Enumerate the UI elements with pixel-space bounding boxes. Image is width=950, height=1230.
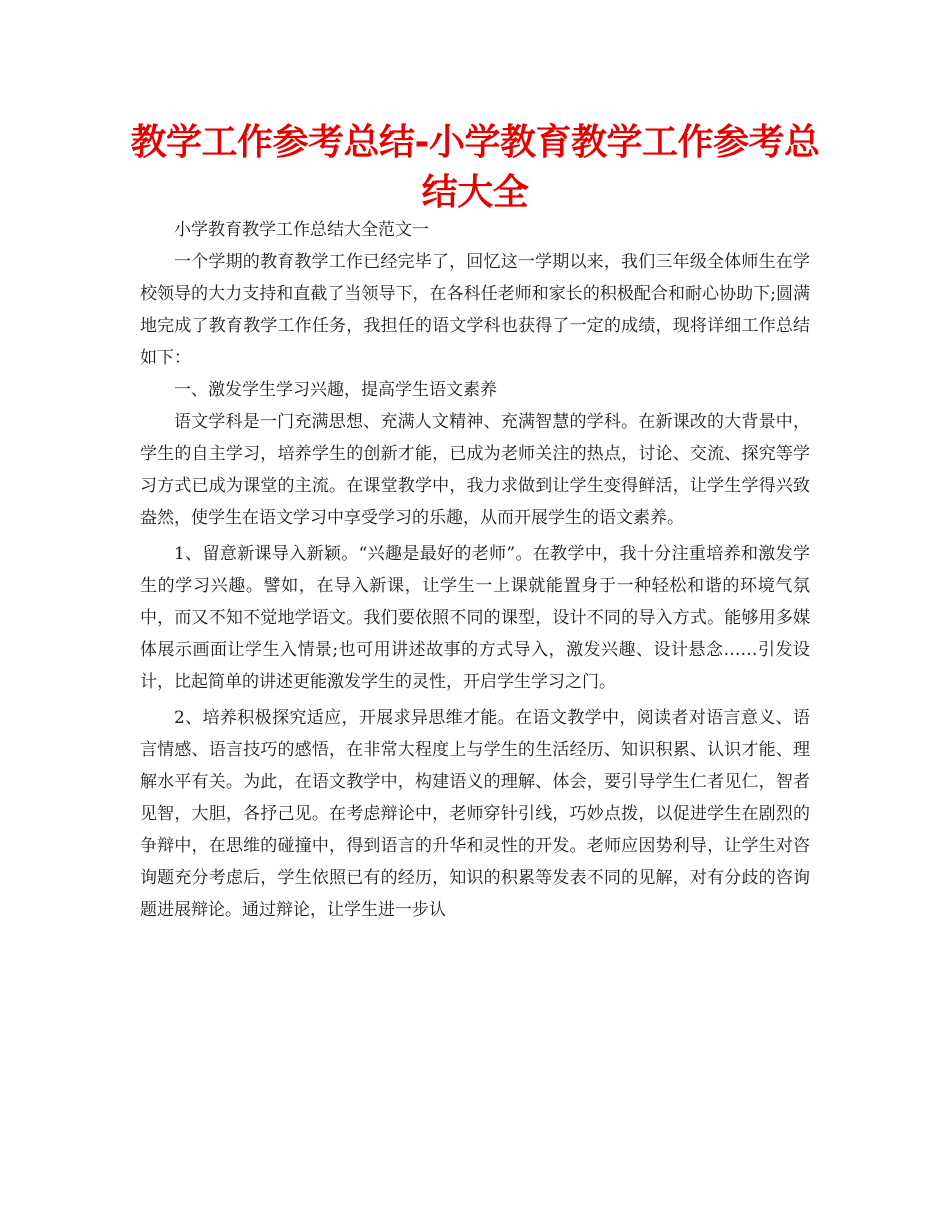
section-heading: 一、激发学生学习兴趣，提高学生语文素养 bbox=[174, 380, 497, 400]
document-title: 教学工作参考总结-小学教育教学工作参考总结大全 bbox=[130, 122, 820, 213]
paragraph: 1、留意新课导入新颖。“兴趣是最好的老师”。在教学中，我十分注重培养和激发学生的学习兴趣。譬如，在导入新课，让学生一上课就能置身于一种轻松和谐的环境气氛中，而又不知不觉地学语文。我们要依照不同的课型，设计不同的导入方式。能够用多媒体展示画面让学生入情景;也可用讲述故事的方式导入，激发兴趣、设计悬念……引发设计，比起简单的讲述更能激发学生的灵性，开启学生学习之门。 bbox=[140, 544, 810, 692]
paragraph: 一个学期的教育教学工作已经完毕了，回忆这一学期以来，我们三年级全体师生在学校领导的大力支持和直截了当领导下，在各科任老师和家长的积极配合和耐心协助下;圆满地完成了教育教学工作任务，我担任的语文学科也获得了一定的成绩，现将详细工作总结如下： bbox=[140, 252, 810, 368]
paragraph: 2、培养积极探究适应，开展求异思维才能。在语文教学中，阅读者对语言意义、语言情感、语言技巧的感悟，在非常大程度上与学生的生活经历、知识积累、认识才能、理解水平有关。为此，在语文教学中，构建语义的理解、体会，要引导学生仁者见仁，智者见智，大胆，各抒己见。在考虑辩论中，老师穿针引线，巧妙点拨，以促进学生在剧烈的争辩中，在思维的碰撞中，得到语言的升华和灵性的开发。老师应因势利导，让学生对咨询题充分考虑后，学生依照已有的经历，知识的积累等发表不同的见解，对有分歧的咨询题进展辩论。通过辩论，让学生进一步认 bbox=[140, 708, 810, 920]
paragraph: 语文学科是一门充满思想、充满人文精神、充满智慧的学科。在新课改的大背景中，学生的自主学习，培养学生的创新才能，已成为老师关注的热点，讨论、交流、探究等学习方式已成为课堂的主流。在课堂教学中，我力求做到让学生变得鲜活，让学生学得兴致盎然，使学生在语文学习中享受学习的乐趣，从而开展学生的语文素养。 bbox=[140, 412, 810, 528]
section-heading: 小学教育教学工作总结大全范文一 bbox=[174, 220, 429, 240]
document-body bbox=[140, 214, 810, 926]
